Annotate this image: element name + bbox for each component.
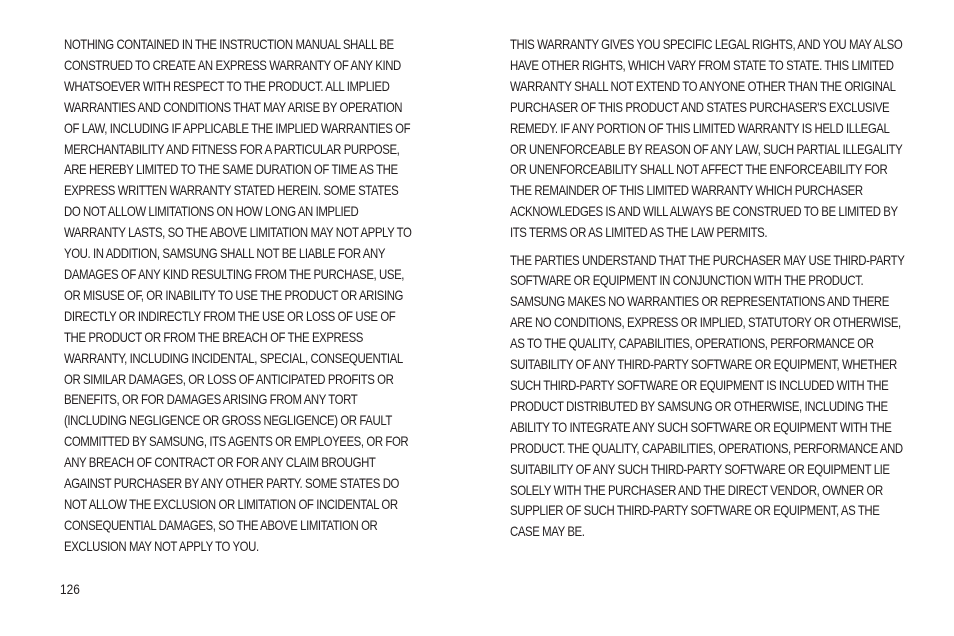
right-column	[510, 35, 905, 543]
third-party-paragraph: THE PARTIES UNDERSTAND THAT THE PURCHASER MAY USE THIRD-PARTY SOFTWARE OR EQUIPMENT IN CONJUNCTION WITH THE PRODUCT. SAMSUNG MAKES NO WARRANTIES OR REPRESENTATIONS AND THERE ARE NO CONDITIONS, EXPRESS OR IMPLIED, STATUTORY OR OTHERWISE, AS TO THE QUALITY, CAPABILITIES, OPERATIONS, PERFORMANCE OR SUITABILITY OF ANY THIRD-PARTY SOFTWARE OR EQUIPMENT, WHETHER SUCH THIRD-PARTY SOFTWARE OR EQUIPMENT IS INCLUDED WITH THE PRODUCT DISTRIBUTED BY SAMSUNG OR OTHERWISE, INCLUDING THE ABILITY TO INTEGRATE ANY SUCH SOFTWARE OR EQUIPMENT WITH THE PRODUCT. THE QUALITY, CAPABILITIES, OPERATIONS, PERFORMANCE AND SUITABILITY OF ANY SUCH THIRD-PARTY SOFTWARE OR EQUIPMENT LIE SOLELY WITH THE PURCHASER AND THE DIRECT VENDOR, OWNER OR SUPPLIER OF SUCH THIRD-PARTY SOFTWARE OR EQUIPMENT, AS THE CASE MAY BE.	[510, 252, 905, 540]
warranty-disclaimer-paragraph: NOTHING CONTAINED IN THE INSTRUCTION MANUAL SHALL BE CONSTRUED TO CREATE AN EXPRESS WARRANTY OF ANY KIND WHATSOEVER WITH RESPECT TO THE PRODUCT. ALL IMPLIED WARRANTIES AND CONDITIONS THAT MAY ARISE BY OPERATION OF LAW, INCLUDING IF APPLICABLE THE IMPLIED WARRANTIES OF MERCHANTABILITY AND FITNESS FOR A PARTICULAR PURPOSE, ARE HEREBY LIMITED TO THE SAME DURATION OF TIME AS THE EXPRESS WRITTEN WARRANTY STATED HEREIN. SOME STATES DO NOT ALLOW LIMITATIONS ON HOW LONG AN IMPLIED WARRANTY LASTS, SO THE ABOVE LIMITATION MAY NOT APPLY TO YOU. IN ADDITION, SAMSUNG SHALL NOT BE LIABLE FOR ANY DAMAGES OF ANY KIND RESULTING FROM THE PURCHASE, USE, OR MISUSE OF, OR INABILITY TO USE THE PRODUCT OR ARISING DIRECTLY OR INDIRECTLY FROM THE USE OR LOSS OF USE OF THE PRODUCT OR FROM THE BREACH OF THE EXPRESS WARRANTY, INCLUDING INCIDENTAL, SPECIAL, CONSEQUENTIAL OR SIMILAR DAMAGES, OR LOSS OF ANTICIPATED PROFITS OR BENEFITS, OR FOR DAMAGES ARISING FROM ANY TORT (INCLUDING NEGLIGENCE OR GROSS NEGLIGENCE) OR FAULT COMMITTED BY SAMSUNG, ITS AGENTS OR EMPLOYEES, OR FOR ANY BREACH OF CONTRACT OR FOR ANY CLAIM BROUGHT AGAINST PURCHASER BY ANY OTHER PARTY. SOME STATES DO NOT ALLOW THE EXCLUSION OR LIMITATION OF INCIDENTAL OR CONSEQUENTIAL DAMAGES, SO THE ABOVE LIMITATION OR EXCLUSION MAY NOT APPLY TO YOU.	[64, 37, 412, 554]
page-number: 126	[60, 581, 80, 597]
left-column	[64, 35, 417, 558]
legal-rights-paragraph: THIS WARRANTY GIVES YOU SPECIFIC LEGAL RIGHTS, AND YOU MAY ALSO HAVE OTHER RIGHTS, WHICH VARY FROM STATE TO STATE. THIS LIMITED WARRANTY SHALL NOT EXTEND TO ANYONE OTHER THAN THE ORIGINAL PURCHASER OF THIS PRODUCT AND STATES PURCHASER'S EXCLUSIVE REMEDY. IF ANY PORTION OF THIS LIMITED WARRANTY IS HELD ILLEGAL OR UNENFORCEABLE BY REASON OF ANY LAW, SUCH PARTIAL ILLEGALITY OR UNENFORCEABILITY SHALL NOT AFFECT THE ENFORCEABILITY FOR THE REMAINDER OF THIS LIMITED WARRANTY WHICH PURCHASER ACKNOWLEDGES IS AND WILL ALWAYS BE CONSTRUED TO BE LIMITED BY ITS TERMS OR AS LIMITED AS THE LAW PERMITS.	[510, 37, 903, 241]
